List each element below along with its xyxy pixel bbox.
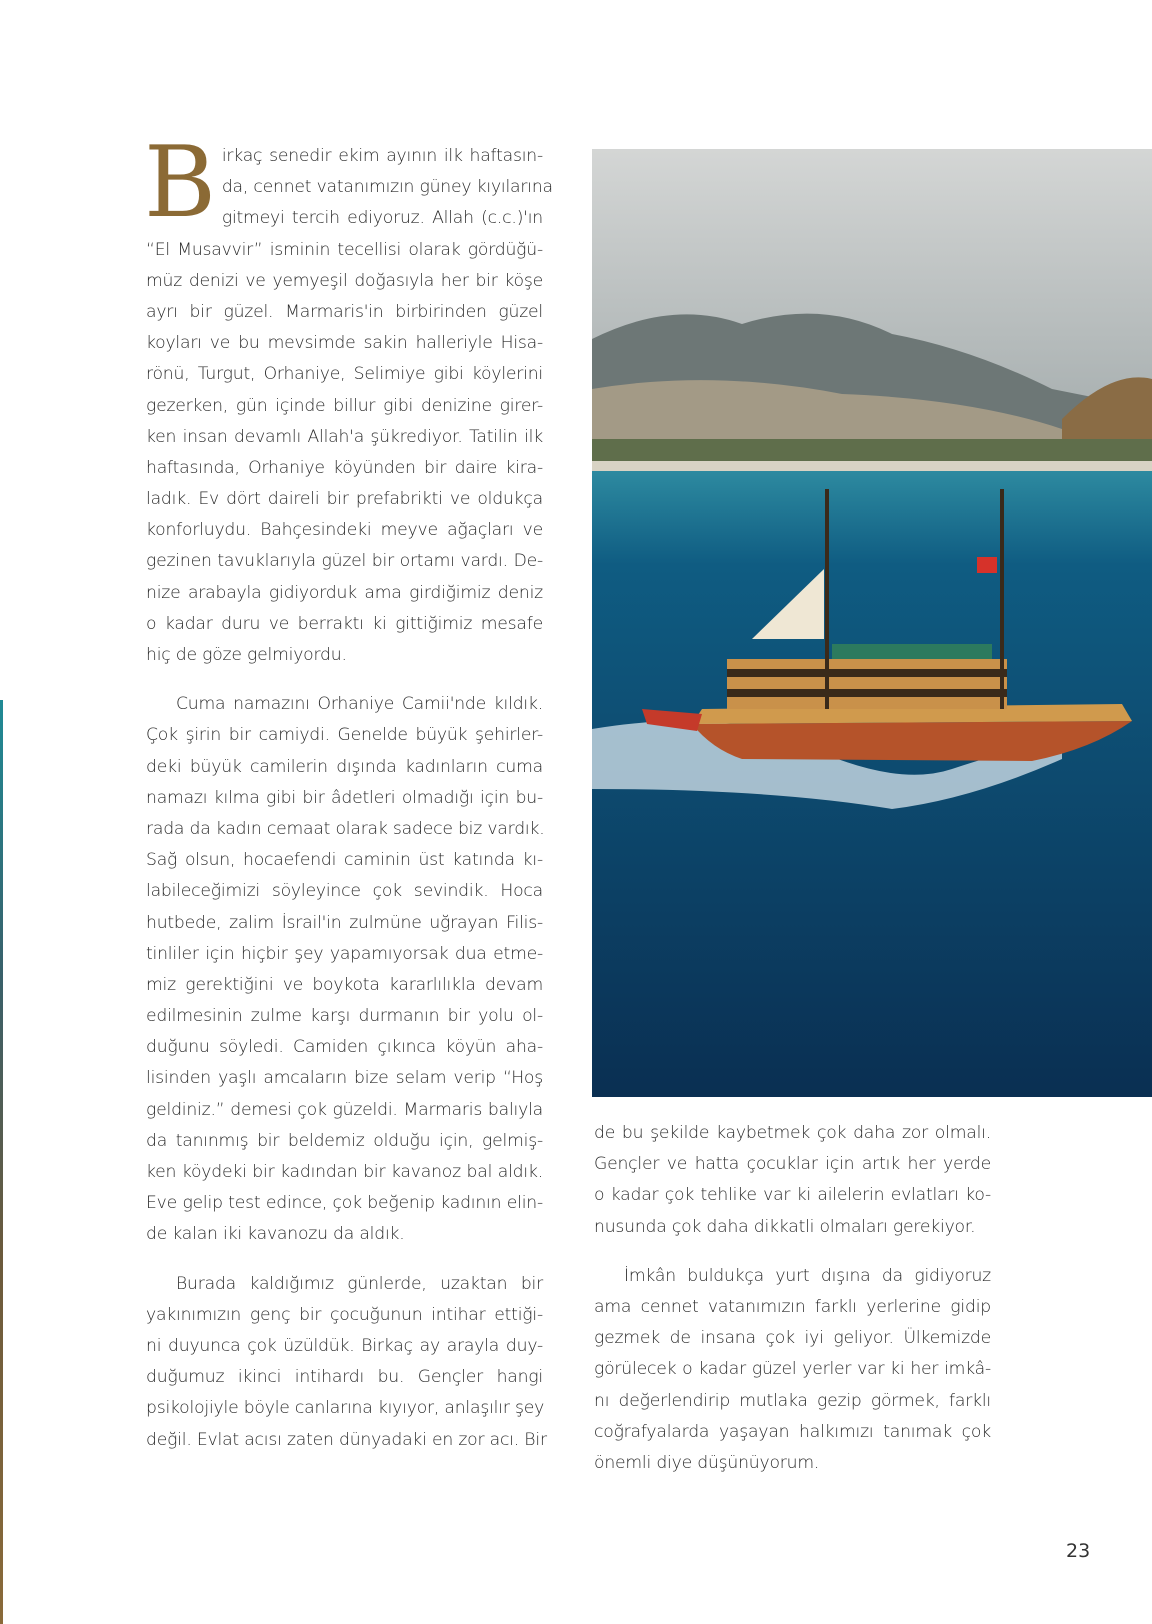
text-line: hiç de göze gelmiyordu.	[146, 645, 347, 665]
text-line: ama cennet vatanımızın farklı yerlerine gidip	[594, 1296, 991, 1317]
text-line: rada da kadın cemaat olarak sadece biz vardık.	[146, 818, 545, 839]
text-line: o kadar çok tehlike var ki ailelerin evlatları ko-	[594, 1185, 991, 1206]
text-line: lisinden yaşlı amcaların bize selam verip “Hoş	[146, 1068, 543, 1089]
text-line: deki büyük camilerin dışında kadınların cuma	[146, 756, 543, 777]
page-number: 23	[1066, 1540, 1091, 1562]
text-line: ladık. Ev dört daireli bir prefabrikti ve oldukça	[146, 489, 543, 510]
text-line: hutbede, zalim İsrail'in zulmüne uğrayan Filis-	[146, 912, 543, 933]
text-line: Burada kaldığımız günlerde, uzaktan bir	[176, 1273, 543, 1294]
text-line: gitmeyi tercih ediyoruz. Allah (c.c.)'ın	[221, 208, 543, 229]
text-line: Eve gelip test edince, çok beğenip kadının elin-	[146, 1193, 543, 1214]
boat-photo	[592, 149, 1152, 1097]
text-line: Çok şirin bir camiydi. Genelde büyük şehirler-	[146, 725, 543, 746]
text-line: o kadar duru ve berraktı ki gittiğimiz mesafe	[146, 613, 543, 634]
paragraph	[144, 126, 553, 671]
text-line: Sağ olsun, hocaefendi caminin üst katında kı-	[146, 850, 543, 871]
text-line: Cuma namazını Orhaniye Camii'nde kıldık.	[176, 694, 543, 715]
text-line: ken köydeki bir kadından bir kavanoz bal aldık.	[146, 1162, 543, 1182]
text-line: gezerken, gün içinde billur gibi denizine girer-	[146, 395, 543, 416]
text-line: da tanınmış bir beldemiz olduğu için, gelmiş-	[146, 1130, 543, 1151]
text-line: namazı kılma gibi bir âdetleri olmadığı için bu-	[146, 787, 543, 808]
text-line: geldiniz.” demesi çok güzeldi. Marmaris balıyla	[146, 1099, 543, 1120]
text-line: labileceğimizi söyleyince çok sevindik. Hoca	[146, 881, 543, 902]
text-line: gezmek de insana çok iyi geliyor. Ülkemizde	[594, 1328, 991, 1349]
text-line: nı değerlendirip mutlaka gezip görmek, farklı	[594, 1390, 991, 1411]
text-line: yakınımızın genç bir çocuğunun intihar ettiği-	[146, 1304, 543, 1325]
text-line: psikolojiyle böyle canlarına kıyıyor, anlaşılır şey	[146, 1398, 545, 1419]
text-line: coğrafyalarda yaşayan halkımızı tanımak çok	[594, 1421, 991, 1442]
text-line: miz gerektiğini ve boykota kararlılıkla devam	[146, 974, 543, 995]
paragraph	[146, 689, 543, 1250]
text-line: duğunu söyledi. Camiden çıkınca köyün aha-	[146, 1037, 543, 1058]
text-line: haftasında, Orhaniye köyünden bir daire kira-	[146, 457, 543, 478]
text-line: rönü, Turgut, Orhaniye, Selimiye gibi köylerini	[146, 364, 543, 385]
drop-cap: B	[144, 126, 216, 240]
text-line: irkaç senedir ekim ayının ilk haftasın-	[221, 146, 543, 166]
text-line: tinliler için hiçbir şey yapamıyorsak dua etme-	[146, 943, 543, 964]
text-line: görülecek o kadar güzel yerler var ki her imkâ-	[594, 1359, 991, 1380]
text-line: ni duyunca çok üzüldük. Birkaç ay arayla duy-	[146, 1335, 543, 1356]
left-column	[144, 126, 553, 1474]
text-line: edilmesinin zulme karşı durmanın bir yolu ol-	[146, 1006, 543, 1027]
text-line: gezinen tavuklarıyla güzel bir ortamı vardı. De-	[146, 551, 543, 572]
text-line: ayrı bir güzel. Marmaris'in birbirinden güzel	[146, 301, 543, 322]
text-line: nize arabayla gidiyorduk ama girdiğimiz deniz	[146, 582, 543, 603]
text-line: koyları ve bu mevsimde sakin halleriyle Hisa-	[146, 333, 543, 354]
text-line: da, cennet vatanımızın güney kıyılarına	[221, 177, 553, 198]
paragraph	[146, 1269, 547, 1456]
text-line: konforluydu. Bahçesindeki meyve ağaçları ve	[146, 520, 543, 541]
photo-illustration	[592, 149, 1152, 1097]
text-line: ken insan devamlı Allah'a şükrediyor. Tatilin ilk	[146, 426, 543, 447]
text-line: de bu şekilde kaybetmek çok daha zor olmalı.	[594, 1123, 991, 1143]
text-line: “El Musavvir” isminin tecellisi olarak gördüğü-	[146, 239, 543, 260]
right-column	[594, 1118, 991, 1497]
text-line: müz denizi ve yemyeşil doğasıyla her bir köşe	[146, 270, 543, 291]
text-line: duğumuz ikinci intihardı bu. Gençler hangi	[146, 1367, 543, 1388]
text-line: nusunda çok daha dikkatli olmaları gerekiyor.	[594, 1216, 976, 1237]
text-line: değil. Evlat acısı zaten dünyadaki en zor acı. Bir	[146, 1429, 547, 1450]
paragraph	[594, 1118, 991, 1243]
text-line: Gençler ve hatta çocuklar için artık her yerde	[594, 1154, 991, 1175]
paragraph	[594, 1261, 991, 1479]
previous-page-bleed	[0, 700, 3, 1624]
text-line: İmkân buldukça yurt dışına da gidiyoruz	[624, 1265, 991, 1286]
text-line: de kalan iki kavanozu da aldık.	[146, 1224, 405, 1245]
text-line: önemli diye düşünüyorum.	[594, 1452, 820, 1473]
